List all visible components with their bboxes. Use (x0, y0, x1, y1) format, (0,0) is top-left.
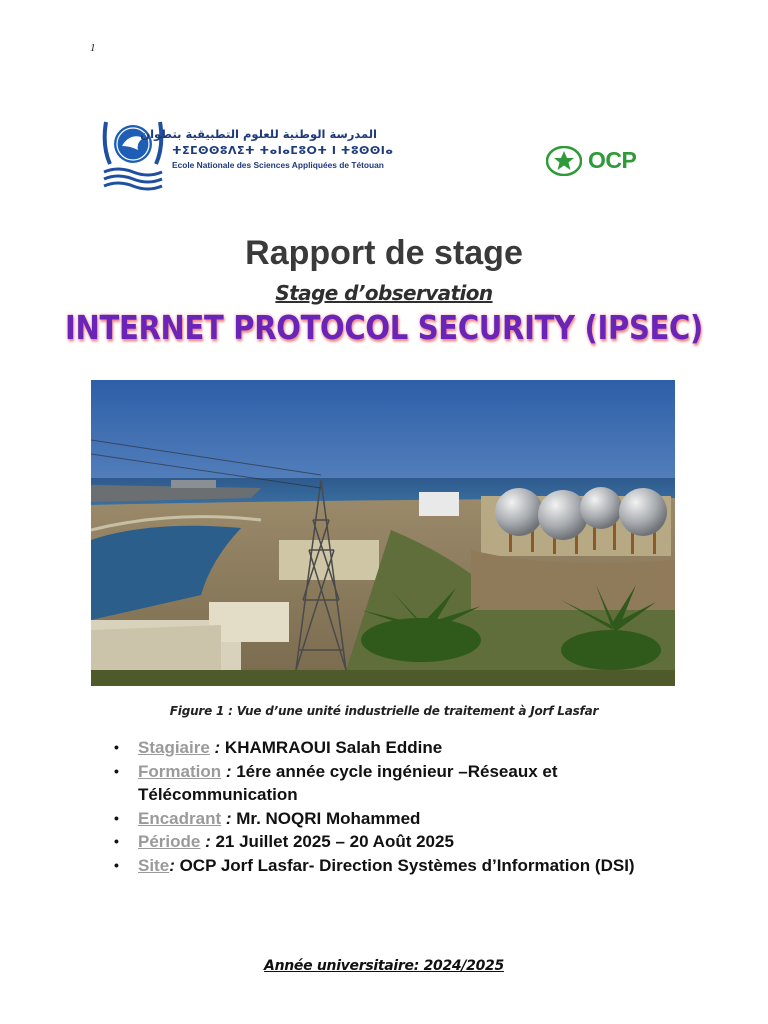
bullet: • (114, 833, 119, 849)
figure-caption: Figure 1 : Vue d’une unité industrielle de traitement à Jorf Lasfar (169, 704, 599, 718)
ensat-french-name: Ecole Nationale des Sciences Appliquées de Tétouan (172, 160, 384, 170)
info-value: KHAMRAOUI Salah Eddine (224, 738, 443, 757)
bullet: • (114, 809, 119, 826)
list-item-stagiaire (112, 736, 672, 760)
info-value: OCP Jorf Lasfar- Direction Systèmes d’Information (DSI) (179, 855, 635, 875)
ensat-arabic-name: المدرسة الوطنية للعلوم التطبيقية بتطوان (140, 127, 377, 141)
main-topic: INTERNET PROTOCOL SECURITY (IPSEC) (65, 308, 703, 348)
page-number: 1 (90, 42, 96, 54)
academic-year-footer: Année universitaire: 2024/2025 (264, 958, 504, 974)
info-label: Site (138, 855, 170, 875)
bullet: • (114, 739, 119, 755)
page-title: Rapport de stage (245, 234, 523, 272)
ocp-emblem-icon (546, 146, 582, 176)
page-subtitle: Stage d’observation (275, 281, 493, 305)
list-item-formation (112, 760, 672, 807)
bullet: • (114, 762, 119, 779)
list-item-periode (112, 830, 672, 854)
bullet: • (114, 856, 119, 873)
info-label: Période (138, 832, 201, 851)
industrial-site-illustration (91, 380, 675, 686)
ocp-logo (546, 145, 666, 179)
info-separator: : (221, 808, 237, 828)
info-value: 1ére année cycle ingénieur –Réseaux et Télécommunication (138, 761, 558, 804)
ensat-tifinagh-name: ⵜⵉⵎⵙⵙⵓⴷⵉⵜ ⵜⴰⵏⴰⵎⵓⵔⵜ ⵏ ⵜⵓⵙⵙⵏⴰ (172, 144, 394, 157)
ensat-logo (100, 112, 394, 204)
industrial-site-photo (91, 380, 675, 686)
info-separator: : (200, 832, 216, 851)
info-label: Formation (138, 761, 222, 781)
info-label: Encadrant (138, 808, 222, 828)
info-label: Stagiaire (138, 738, 210, 757)
info-list (112, 736, 672, 877)
info-separator: : (169, 855, 180, 875)
info-separator: : (221, 761, 237, 781)
info-value: 21 Juillet 2025 – 20 Août 2025 (215, 832, 454, 851)
list-item-encadrant (112, 807, 672, 831)
ocp-wordmark: OCP (588, 147, 637, 173)
info-separator: : (209, 738, 225, 757)
list-item-site (112, 854, 672, 878)
info-value: Mr. NOQRI Mohammed (236, 808, 421, 828)
